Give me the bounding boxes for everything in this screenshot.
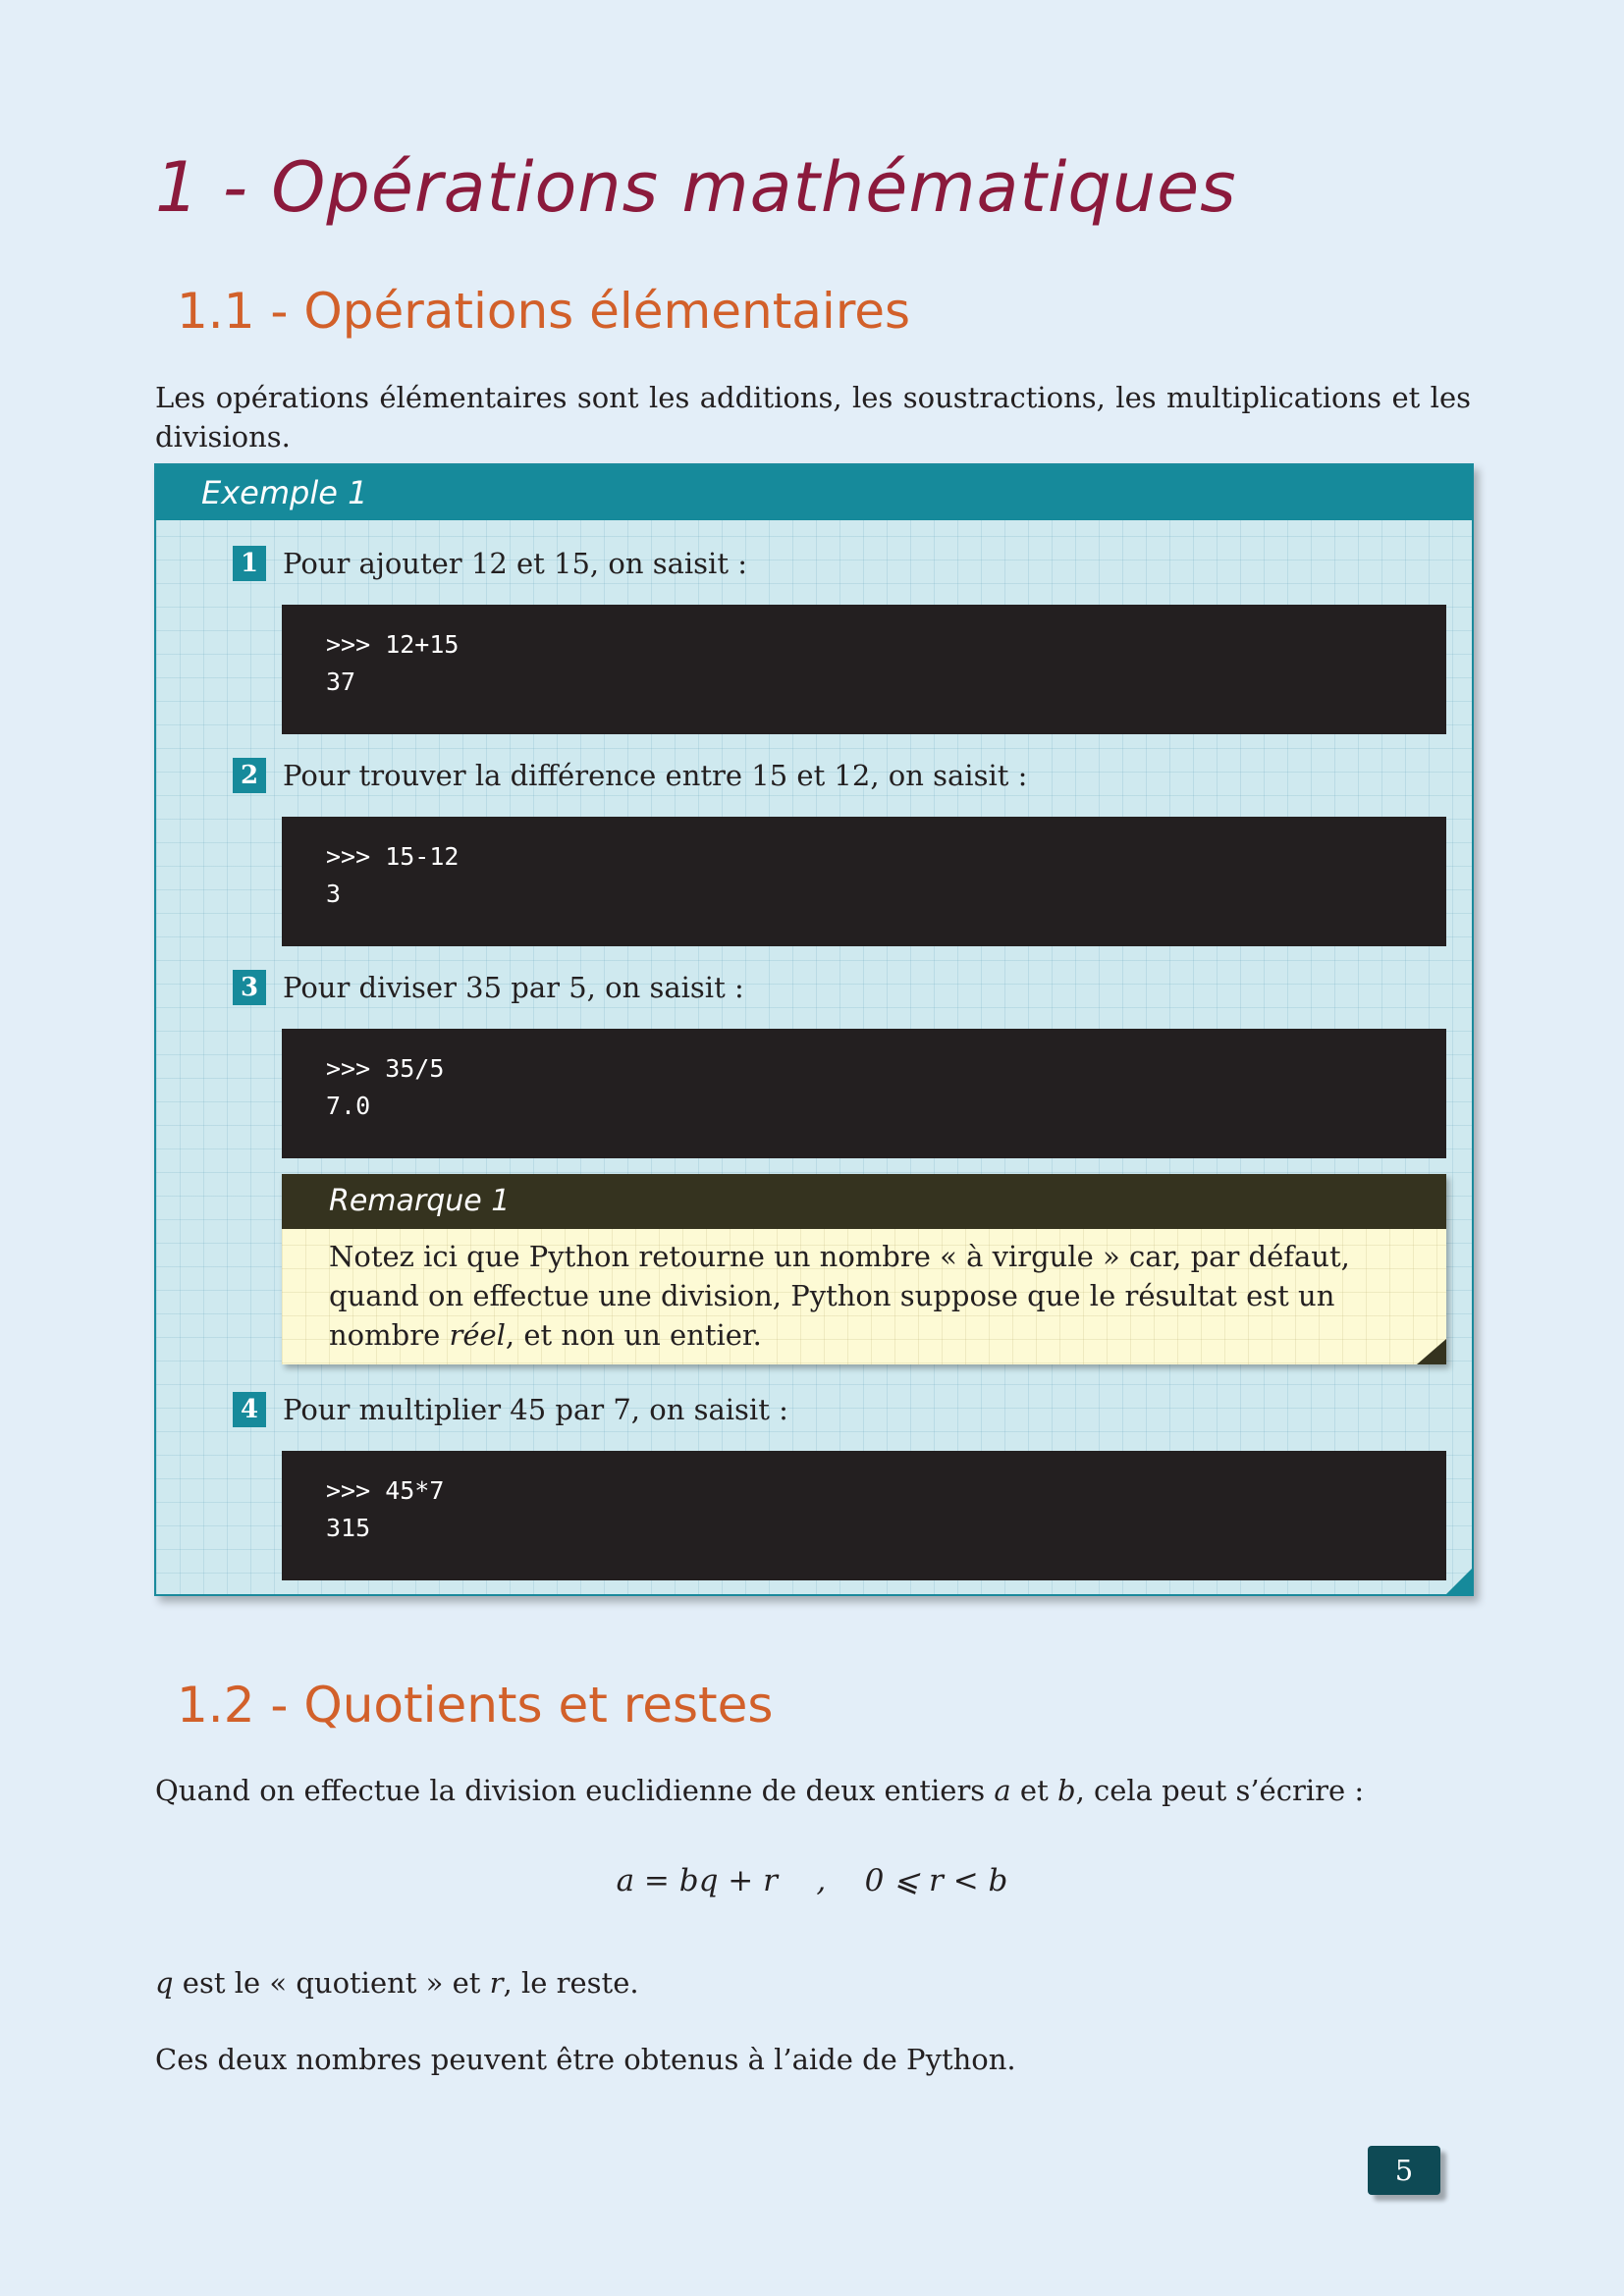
code-line: 315 xyxy=(326,1514,371,1542)
code-line: >>> 35/5 xyxy=(326,1054,445,1083)
page-number: 5 xyxy=(1368,2146,1440,2195)
text-part: , le reste. xyxy=(503,1966,639,2000)
code-line: >>> 45*7 xyxy=(326,1476,445,1505)
step-text: Pour ajouter 12 et 15, on saisit : xyxy=(283,547,747,580)
division-paragraph xyxy=(155,1771,1471,1810)
code-line: 3 xyxy=(326,880,342,908)
text-part: Quand on effectue la division euclidienne de deux entiers xyxy=(155,1774,995,1807)
section-title-1-1: 1.1 - Opérations élémentaires xyxy=(177,283,911,340)
text-part: , cela peut s’écrire : xyxy=(1075,1774,1365,1807)
var-q: q xyxy=(155,1966,174,2000)
code-block-4 xyxy=(282,1451,1446,1580)
step-number: 3 xyxy=(233,970,266,1005)
step-text: Pour trouver la différence entre 15 et 12, on saisit : xyxy=(283,759,1028,792)
code-line: 7.0 xyxy=(326,1092,371,1120)
step-number: 1 xyxy=(233,546,266,581)
text-part: est le « quotient » et xyxy=(173,1966,490,2000)
remark-text-italic: réel xyxy=(449,1318,506,1352)
step-text: Pour diviser 35 par 5, on saisit : xyxy=(283,971,744,1004)
remark-title: Remarque 1 xyxy=(282,1174,1446,1229)
section-title-1-2: 1.2 - Quotients et restes xyxy=(177,1677,774,1734)
euclid-formula: a = bq + r , 0 ⩽ r < b xyxy=(616,1863,1008,1898)
step-number: 2 xyxy=(233,758,266,793)
remark-text xyxy=(329,1237,1429,1355)
code-line: >>> 12+15 xyxy=(326,630,460,659)
remark-text-part: , et non un entier. xyxy=(505,1318,762,1352)
remark-box xyxy=(282,1174,1446,1364)
example-title: Exemple 1 xyxy=(156,465,1472,520)
text-part: et xyxy=(1010,1774,1057,1807)
python-paragraph: Ces deux nombres peuvent être obtenus à l’aide de Python. xyxy=(155,2043,1016,2076)
quotient-paragraph xyxy=(155,1963,1471,2002)
step-text: Pour multiplier 45 par 7, on saisit : xyxy=(283,1393,788,1426)
code-block-1 xyxy=(282,605,1446,734)
remark-text-part: Notez ici que Python retourne un nombre « à virgule » car, par défaut, quand on effectue une division, Python suppose que le résultat est un nombre xyxy=(329,1240,1350,1352)
example-box xyxy=(154,463,1474,1596)
example-corner-fold xyxy=(1444,1567,1474,1596)
var-a: a xyxy=(994,1774,1011,1807)
code-line: 37 xyxy=(326,667,356,696)
remark-corner-fold xyxy=(1417,1339,1446,1364)
step-number: 4 xyxy=(233,1392,266,1427)
code-block-2 xyxy=(282,817,1446,946)
intro-paragraph: Les opérations élémentaires sont les additions, les soustractions, les multiplications et les divisions. xyxy=(155,381,1471,454)
code-block-3 xyxy=(282,1029,1446,1158)
var-b: b xyxy=(1056,1774,1076,1807)
chapter-title: 1 - Opérations mathématiques xyxy=(155,147,1237,228)
var-r: r xyxy=(489,1966,504,2000)
code-line: >>> 15-12 xyxy=(326,842,460,871)
